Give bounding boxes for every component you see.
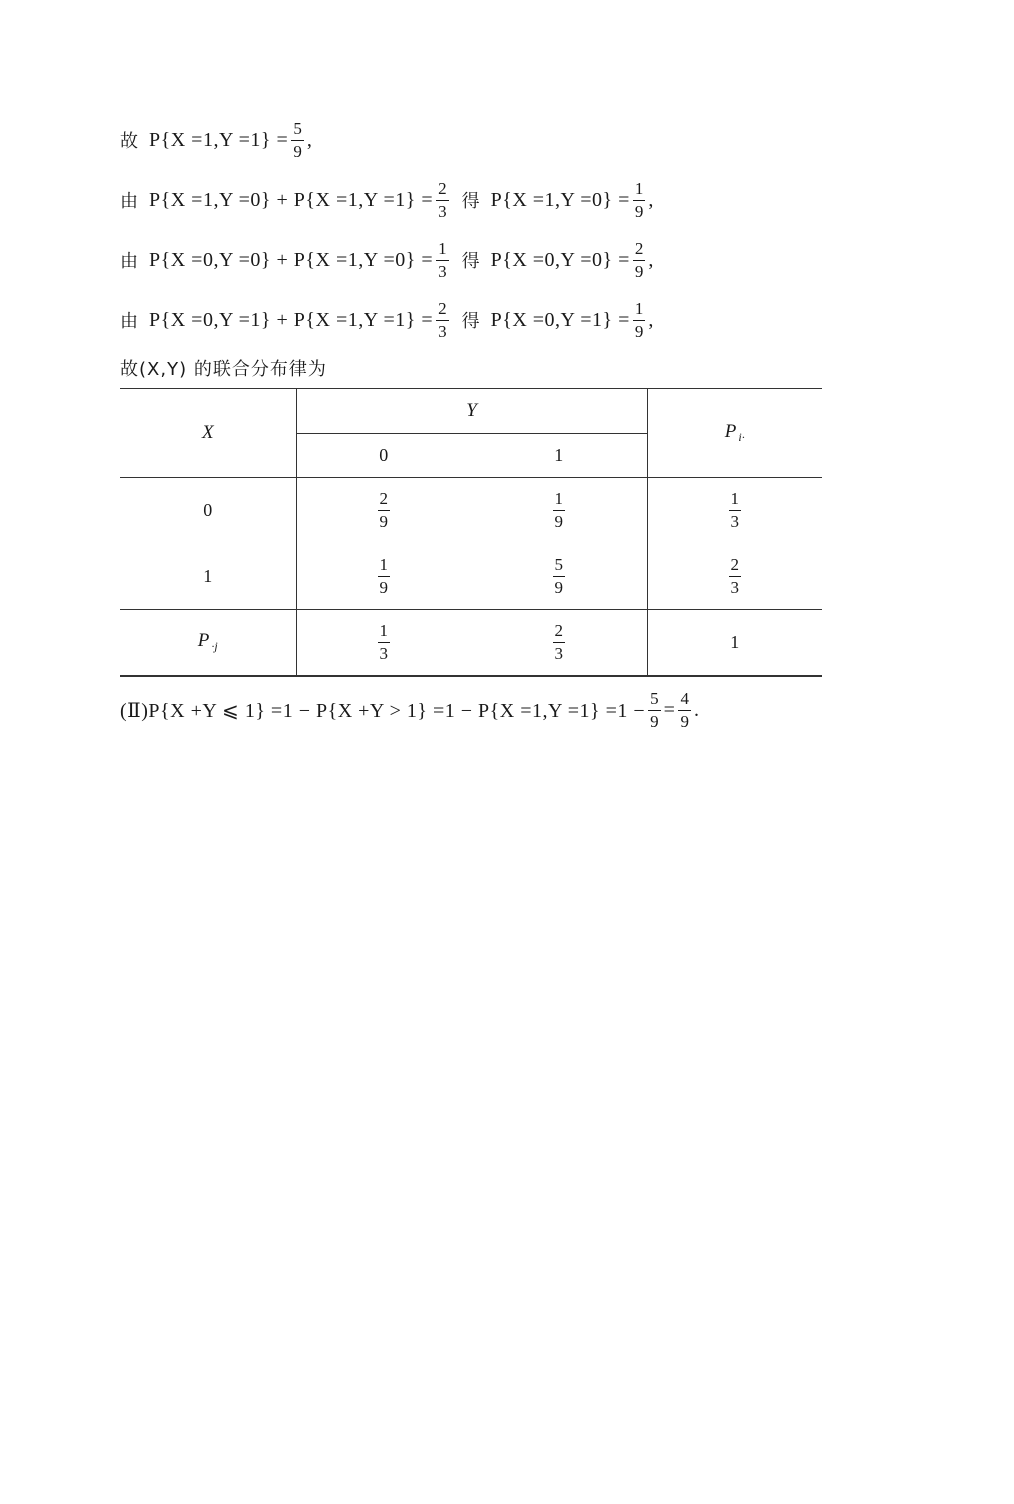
prob-cell	[471, 478, 647, 544]
connector-text: 得	[461, 191, 481, 212]
denominator: 9	[634, 321, 644, 341]
table-intro-text: 故(X,Y) 的联合分布律为	[120, 359, 327, 380]
table-header-row	[120, 389, 822, 434]
numerator: 2	[436, 180, 449, 201]
denominator: 9	[293, 141, 302, 161]
pi-header-cell	[647, 389, 822, 478]
equals-sign: =	[663, 698, 676, 721]
numerator: 1	[378, 556, 391, 577]
table-row	[120, 544, 822, 610]
probability-expr: P{X =1,Y =1} =	[149, 128, 289, 151]
prefix-text: 由	[120, 311, 139, 332]
pi-header: P	[724, 421, 737, 442]
x-header-cell	[120, 389, 296, 478]
probability-expr: P{X =1,Y =0} =	[490, 188, 630, 211]
denominator: 3	[438, 321, 447, 341]
fraction	[436, 180, 449, 221]
x-header: X	[201, 422, 214, 443]
probability-expr: P{X =0,Y =0} + P{X =1,Y =0} =	[149, 248, 434, 271]
numerator: 1	[378, 622, 391, 643]
x-value: 0	[203, 500, 213, 521]
prefix-text: 由	[120, 191, 139, 212]
probability-expr: (Ⅱ)P{X +Y ⩽ 1} =1 − P{X +Y > 1} =1 − P{X =1,Y =1} =1 −	[120, 699, 646, 722]
numerator: 5	[553, 556, 566, 577]
y-value: 0	[379, 445, 389, 465]
fraction	[678, 690, 691, 731]
line-4	[120, 295, 654, 345]
punctuation: ,	[306, 128, 313, 151]
line-3	[120, 235, 654, 285]
probability-expr: P{X =0,Y =1} + P{X =1,Y =1} =	[149, 308, 434, 331]
probability-expr: P{X =0,Y =0} =	[490, 248, 630, 271]
denominator: 3	[438, 261, 447, 281]
numerator: 1	[436, 240, 449, 261]
denominator: 3	[730, 512, 739, 532]
punctuation: ,	[648, 188, 654, 211]
fraction	[633, 300, 646, 341]
numerator: 1	[553, 490, 566, 511]
fraction	[436, 240, 449, 281]
line-1	[120, 115, 312, 165]
numerator: 5	[648, 690, 661, 711]
line-2	[120, 175, 654, 225]
y-header: Y	[466, 400, 477, 421]
denominator: 9	[650, 711, 659, 731]
denominator: 9	[634, 201, 644, 221]
denominator: 3	[554, 643, 563, 663]
numerator: 5	[291, 120, 304, 141]
pj-label-cell	[120, 610, 296, 676]
pi-subscript: i·	[738, 430, 745, 444]
prob-cell	[471, 544, 647, 610]
fraction	[633, 180, 646, 221]
pj-label: P	[197, 630, 210, 652]
fraction	[378, 556, 391, 597]
denominator: 9	[379, 512, 388, 532]
denominator: 9	[680, 711, 689, 731]
probability-expr: P{X =0,Y =1} =	[490, 308, 630, 331]
prefix-text: 由	[120, 251, 139, 272]
denominator: 3	[379, 643, 388, 663]
numerator: 2	[378, 490, 391, 511]
marginal-cell	[647, 544, 822, 610]
x-value-cell	[120, 478, 296, 544]
numerator: 2	[553, 622, 566, 643]
punctuation: ,	[648, 308, 654, 331]
x-value: 1	[203, 565, 213, 586]
prefix-text: 故	[120, 131, 139, 152]
marginal-cell	[647, 478, 822, 544]
numerator: 2	[436, 300, 449, 321]
fraction	[648, 690, 661, 731]
numerator: 2	[633, 240, 646, 261]
fraction	[436, 300, 449, 341]
total-cell	[647, 610, 822, 676]
fraction	[553, 622, 566, 663]
line-6	[120, 685, 699, 735]
denominator: 9	[554, 512, 563, 532]
denominator: 9	[554, 577, 563, 597]
marginal-row	[120, 610, 822, 676]
connector-text: 得	[461, 311, 481, 332]
joint-distribution-table	[120, 388, 822, 677]
numerator: 4	[678, 690, 691, 711]
marginal-cell	[296, 610, 471, 676]
y-value-cell	[471, 434, 647, 478]
line-5	[120, 343, 327, 393]
y-value-cell	[296, 434, 471, 478]
prob-cell	[296, 478, 471, 544]
numerator: 1	[633, 300, 646, 321]
punctuation: .	[693, 698, 700, 721]
denominator: 3	[730, 577, 739, 597]
numerator: 1	[729, 490, 742, 511]
total-value: 1	[730, 631, 740, 652]
marginal-cell	[471, 610, 647, 676]
x-value-cell	[120, 544, 296, 610]
fraction	[729, 556, 742, 597]
table-row	[120, 478, 822, 544]
numerator: 1	[633, 180, 646, 201]
fraction	[633, 240, 646, 281]
fraction	[291, 120, 304, 161]
denominator: 3	[438, 201, 447, 221]
fraction	[553, 556, 566, 597]
fraction	[729, 490, 742, 531]
fraction	[553, 490, 566, 531]
punctuation: ,	[648, 248, 654, 271]
numerator: 2	[729, 556, 742, 577]
fraction	[378, 490, 391, 531]
denominator: 9	[634, 261, 644, 281]
pj-subscript: ·j	[211, 639, 218, 654]
y-header-cell	[296, 389, 647, 434]
probability-expr: P{X =1,Y =0} + P{X =1,Y =1} =	[149, 188, 434, 211]
fraction	[378, 622, 391, 663]
y-value: 1	[554, 445, 564, 465]
denominator: 9	[379, 577, 388, 597]
prob-cell	[296, 544, 471, 610]
connector-text: 得	[461, 251, 481, 272]
